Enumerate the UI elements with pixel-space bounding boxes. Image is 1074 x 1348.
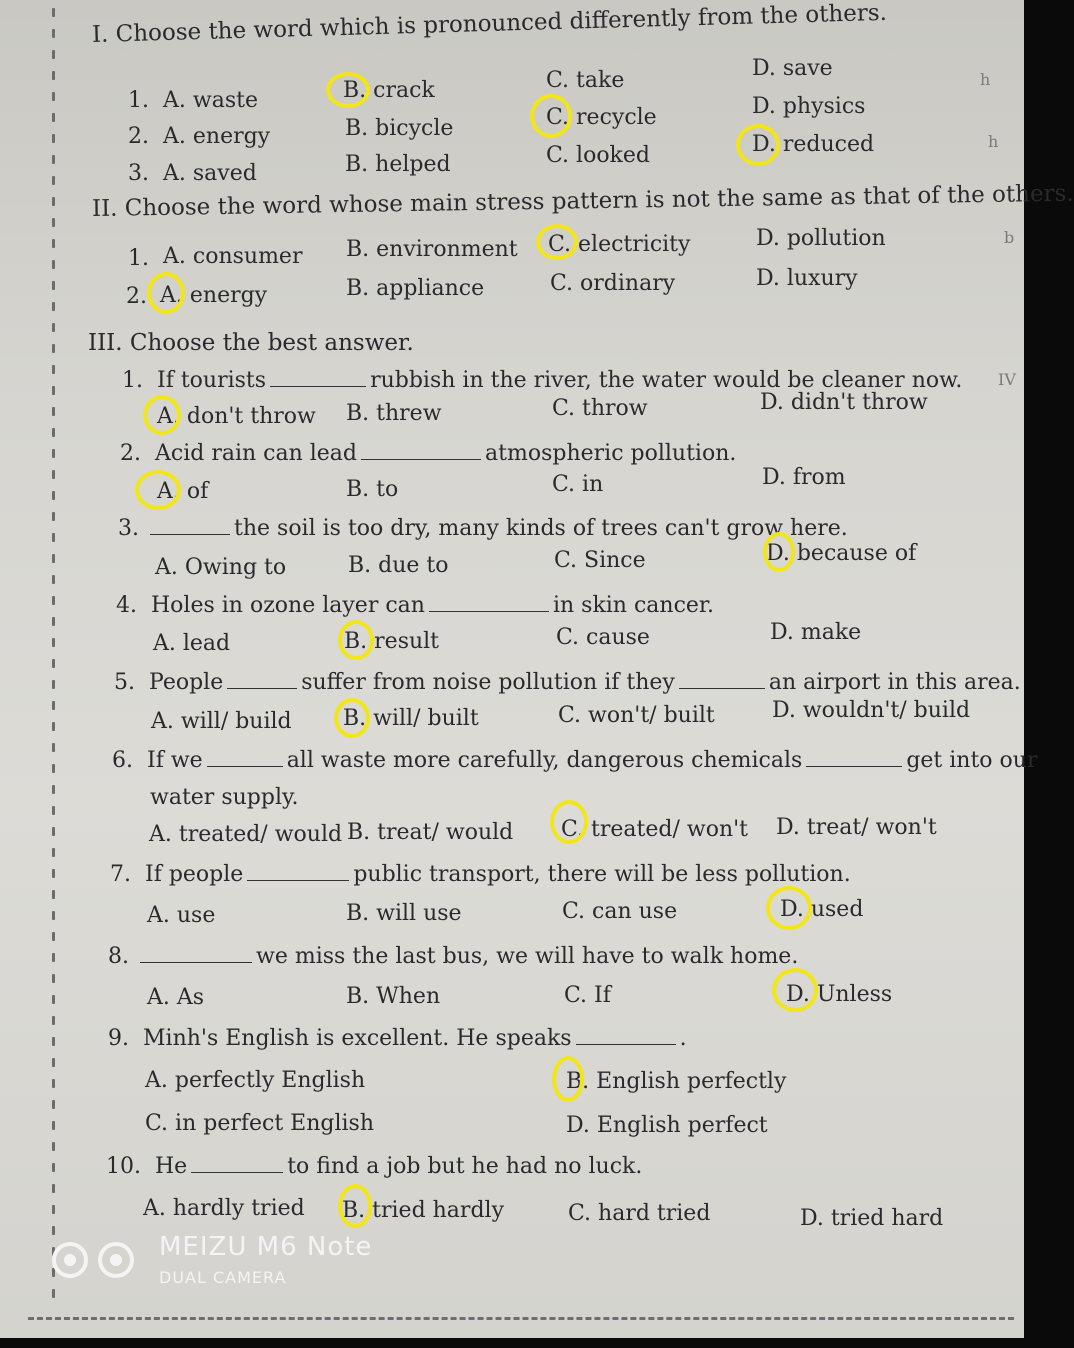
s3-q8-option-d: D. Unless [786,982,893,1007]
s3-q1-option-d: D. didn't throw [760,390,928,415]
s2-q2-option-b: B. appliance [346,276,485,301]
perforation-mark [52,1289,55,1298]
s1-q2-option-c: C. recycle [546,105,657,130]
s3-q5-stem: 5. People suffer from noise pollution if they an airport in this area. [114,670,1021,695]
s2-q2-option-c: C. ordinary [550,271,676,296]
perforation-mark [52,50,55,59]
s3-q7-option-c: C. can use [562,899,678,924]
s3-q2-option-a: A. of [157,479,209,504]
perforation-mark [52,890,55,899]
s3-q1-option-c: C. throw [552,396,648,421]
s3-q1-option-a: A. don't throw [157,404,316,429]
s3-q7-option-a: A. use [147,903,216,928]
perforation-mark [52,701,55,710]
answer-circle-s3-q4 [338,620,374,660]
s3-q9-option-a: A. perfectly English [145,1068,366,1093]
s3-q7-option-d: D. used [780,897,864,922]
perforation-mark [52,806,55,815]
perforation-mark [52,512,55,521]
perforation-mark [52,29,55,38]
s3-q10-option-a: A. hardly tried [143,1196,305,1221]
perforation-mark [52,617,55,626]
perforation-mark [52,680,55,689]
s2-q2-option-d: D. luxury [756,266,858,291]
answer-circle-s3-q2 [135,470,181,510]
perforation-mark [52,239,55,248]
s3-q5-option-b: B. will/ built [343,706,479,731]
perforation-mark [52,554,55,563]
s3-q6-option-c: C. treated/ won't [561,817,749,842]
s2-q1-option-c: C. electricity [548,232,691,257]
perforation-mark [52,281,55,290]
perforation-mark [52,1163,55,1172]
perforation-mark [52,932,55,941]
s3-q3-option-b: B. due to [348,553,449,578]
perforation-mark [52,470,55,479]
perforation-mark [52,71,55,80]
s3-q10-option-c: C. hard tried [568,1201,711,1226]
perforation-mark [52,1121,55,1130]
s3-q8-option-a: A. As [147,985,205,1010]
perforation-mark [52,491,55,500]
perforation-mark [52,323,55,332]
bottom-dashed-edge [28,1317,1014,1320]
perforation-mark [52,8,55,17]
s1-q2-option-d: D. physics [752,94,866,119]
answer-circle-s3-q3 [763,532,795,572]
s3-q8-option-b: B. When [346,984,441,1009]
s1-q3-num: 3. [128,161,149,186]
s3-q9-option-b: B. English perfectly [566,1069,787,1094]
perforation-mark [52,344,55,353]
perforation-mark [52,1142,55,1151]
perforation-mark [52,659,55,668]
s3-q7-stem: 7. If people public transport, there will be less pollution. [110,862,851,887]
s3-q9-option-c: C. in perfect English [145,1111,375,1136]
perforation-mark [52,911,55,920]
perforation-mark [52,1226,55,1235]
s3-q5-option-a: A. will/ build [151,709,292,734]
section-2-title: II. Choose the word whose main stress pattern is not the same as that of the others. [91,180,1074,222]
answer-circle-s2-q2 [147,272,185,314]
s3-q1-stem: 1. If tourists rubbish in the river, the water would be cleaner now. [122,368,963,393]
answer-circle-s3-q1 [143,395,181,435]
perforation-mark [52,407,55,416]
s3-q3-option-a: A. Owing to [155,555,287,580]
s3-q2-stem: 2. Acid rain can lead atmospheric pollution. [120,441,737,466]
s3-q7-option-b: B. will use [346,901,462,926]
perforation-mark [52,1037,55,1046]
s3-q2-option-c: C. in [552,472,604,497]
s2-q1-option-b: B. environment [346,237,518,262]
s3-q3-option-d: D. because of [766,541,917,566]
s1-q2-option-a: A. energy [163,124,271,149]
s3-q4-option-a: A. lead [153,631,231,656]
watermark-title: MEIZU M6 Note [159,1232,373,1262]
perforation-mark [52,764,55,773]
perforation-mark [52,785,55,794]
s3-q8-stem: 8. we miss the last bus, we will have to walk home. [108,944,799,969]
perforation-mark [52,1058,55,1067]
perforation-mark [52,596,55,605]
perforation-mark [52,638,55,647]
s3-q8-option-c: C. If [564,983,611,1008]
s3-q4-option-b: B. result [344,629,440,654]
perforation-mark [52,533,55,542]
s1-q3-option-b: B. helped [345,152,451,177]
s3-q4-option-c: C. cause [556,625,650,650]
perforation-mark [52,827,55,836]
s1-q1-option-a: A. waste [163,88,258,113]
s3-q3-stem: 3. the soil is too dry, many kinds of trees can't grow here. [118,516,848,541]
s1-q1-option-c: C. take [546,68,625,93]
answer-circle-s1-q1 [326,72,370,108]
perforation-mark [52,134,55,143]
s3-q10-stem: 10. He to find a job but he had no luck. [106,1154,643,1179]
s1-q3-option-d: D. reduced [752,132,875,157]
s3-q10-option-d: D. tried hard [800,1206,944,1231]
answer-circle-s1-q3 [736,124,780,166]
perforation-edge [30,0,60,1290]
camera-lens-icon-2 [98,1242,134,1278]
s2-q2-num: 2. [126,284,147,309]
perforation-mark [52,113,55,122]
answer-circle-s3-q8 [772,968,818,1012]
s3-q10-option-b: B. tried hardly [342,1198,504,1223]
perforation-mark [52,365,55,374]
perforation-mark [52,575,55,584]
margin-note-2: h [988,132,999,151]
perforation-mark [52,92,55,101]
perforation-mark [52,869,55,878]
s3-q6-option-b: B. treat/ would [347,820,514,845]
answer-circle-s2-q1 [536,224,578,260]
s2-q1-option-d: D. pollution [756,226,886,251]
s3-q9-stem: 9. Minh's English is excellent. He speaks . [108,1026,687,1051]
perforation-mark [52,953,55,962]
s1-q1-option-b: B. crack [343,78,435,103]
section-3-title: III. Choose the best answer. [88,330,414,356]
perforation-mark [52,302,55,311]
perforation-mark [52,995,55,1004]
perforation-mark [52,1100,55,1109]
s1-q1-num: 1. [128,88,149,113]
perforation-mark [52,1079,55,1088]
margin-note-1: h [980,70,991,89]
answer-circle-s3-q7 [766,886,812,930]
perforation-mark [52,155,55,164]
perforation-mark [52,848,55,857]
s3-q6-option-d: D. treat/ won't [776,815,937,840]
perforation-mark [52,743,55,752]
perforation-mark [52,1016,55,1025]
answer-circle-s3-q6 [550,800,588,844]
s1-q1-option-d: D. save [752,56,833,81]
perforation-mark [52,218,55,227]
answer-circle-s1-q2 [530,94,572,138]
s3-q6-option-a: A. treated/ would [149,822,343,847]
answer-circle-s3-q5 [334,698,370,738]
perforation-mark [52,1205,55,1214]
perforation-mark [52,260,55,269]
s3-q2-option-b: B. to [346,477,399,502]
s2-q1-option-a: A. consumer [163,244,303,269]
s2-q1-num: 1. [128,246,149,271]
perforation-mark [52,974,55,983]
perforation-mark [52,386,55,395]
answer-circle-s3-q9 [552,1056,584,1102]
perforation-mark [52,1184,55,1193]
perforation-mark [52,197,55,206]
s3-q9-option-d: D. English perfect [566,1113,768,1138]
s3-q1-option-b: B. threw [346,401,442,426]
section-1-title: I. Choose the word which is pronounced differently from the others. [91,0,888,48]
s3-q6-stem: 6. If we all waste more carefully, dangerous chemicals get into our [112,748,1038,773]
s3-q3-option-c: C. Since [554,548,646,573]
s3-q4-option-d: D. make [770,620,862,645]
s3-q2-option-d: D. from [762,465,846,490]
s2-q2-option-a: A. energy [160,283,268,308]
s1-q2-option-b: B. bicycle [345,116,454,141]
s3-q5-option-d: D. wouldn't/ build [772,698,971,723]
s1-q3-option-a: A. saved [163,161,257,186]
margin-note-3: b [1004,228,1015,247]
perforation-mark [52,449,55,458]
answer-circle-s3-q10 [338,1184,372,1228]
s3-q4-stem: 4. Holes in ozone layer can in skin cancer. [116,593,715,618]
s1-q2-num: 2. [128,124,149,149]
s3-q5-option-c: C. won't/ built [558,703,715,728]
camera-lens-icon-1 [52,1242,88,1278]
s1-q3-option-c: C. looked [546,143,650,168]
perforation-mark [52,176,55,185]
perforation-mark [52,722,55,731]
watermark-subtitle: DUAL CAMERA [159,1268,287,1287]
perforation-mark [52,428,55,437]
margin-note-4: IV [998,370,1016,389]
s3-q6-stem-continued: water supply. [150,785,299,810]
